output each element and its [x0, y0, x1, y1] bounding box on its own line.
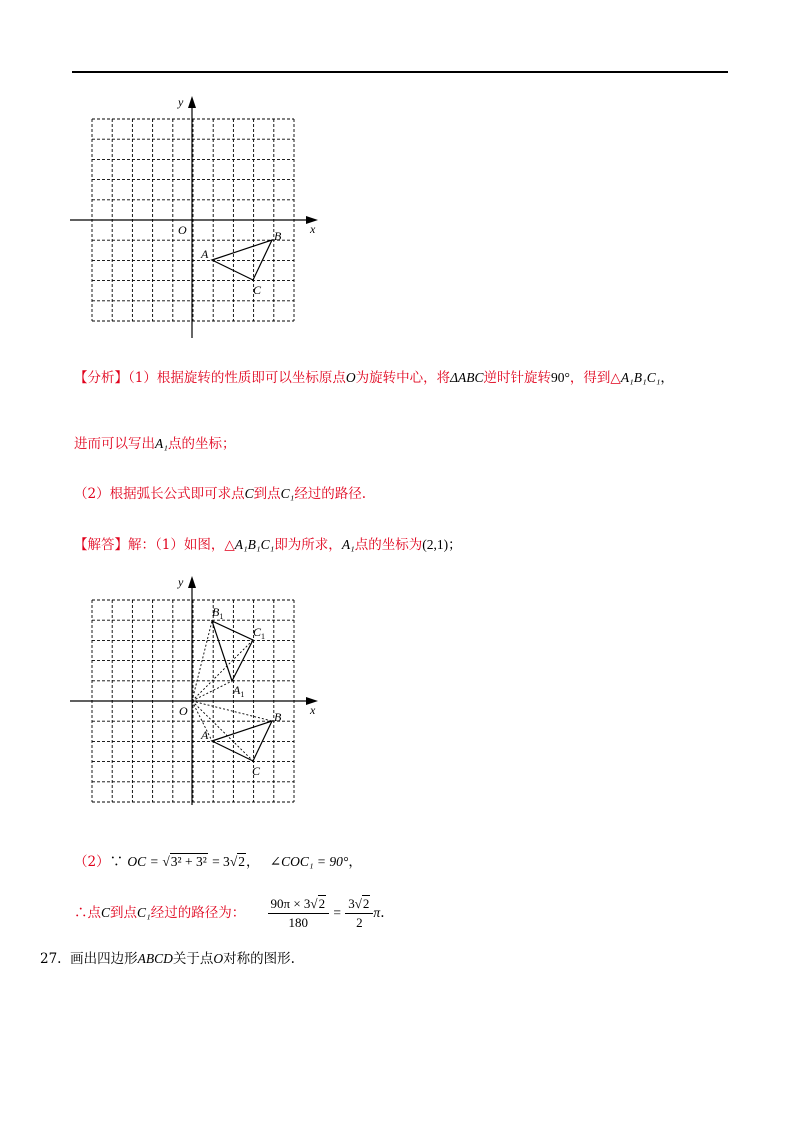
answer-line-3 — [74, 895, 384, 932]
math-o: O — [345, 370, 356, 385]
answer-text: 到点 — [110, 905, 138, 921]
answer-text: 解：（1）如图，△ — [128, 537, 235, 553]
answer-text: 即为所求， — [274, 537, 342, 553]
math-c: C — [244, 486, 254, 501]
answer-line-1 — [74, 533, 462, 553]
question-27 — [40, 947, 295, 967]
question-number: 27. — [40, 951, 62, 967]
math-equals: = — [150, 854, 159, 869]
label-b: B — [274, 710, 282, 724]
analysis-text: 为旋转中心，将 — [355, 370, 451, 386]
question-text: 画出四边形 — [70, 951, 138, 967]
math-triangle-a1b1c1: A₁B₁C₁ — [620, 370, 661, 385]
triangle-a1b1c1 — [212, 621, 253, 681]
math-angle: ∠COC₁ = 90° — [269, 854, 349, 869]
math-90-degrees: 90° — [551, 370, 570, 385]
answer-text: 经过的路径为： — [150, 905, 246, 921]
label-x: x — [310, 222, 316, 236]
math-c: C — [101, 905, 111, 920]
math-c1: C₁ — [137, 905, 151, 920]
analysis-tag: 【分析】 — [74, 370, 128, 386]
analysis-line-1 — [74, 366, 674, 386]
answer-text: . — [380, 905, 385, 921]
math-o: O — [213, 951, 224, 966]
label-o: O — [179, 704, 188, 718]
analysis-text: ，得到△ — [569, 370, 621, 386]
math-a1: A₁ — [155, 436, 168, 451]
math-sqrt-sum: √3² + 3² — [162, 854, 207, 869]
label-y: y — [178, 95, 184, 109]
analysis-text: （2）根据弧长公式即可求点 — [74, 486, 245, 502]
analysis-text: 经过的路径. — [294, 486, 367, 502]
header-rule — [72, 71, 728, 73]
answer-text: ， — [348, 854, 362, 870]
fraction-result: $\frac{3√2}{2}$ — [345, 895, 373, 932]
math-abcd: ABCD — [137, 951, 173, 966]
answer-text: 点的坐标为 — [354, 537, 423, 553]
math-because: ∵ — [109, 854, 124, 870]
math-a1: A₁ — [341, 537, 355, 552]
math-equals: = 3 — [212, 854, 230, 869]
math-oc: OC — [127, 854, 147, 869]
analysis-text: 逆时针旋转 — [483, 370, 552, 386]
label-c: C — [252, 764, 261, 778]
analysis-text: 进而可以写出 — [74, 436, 155, 452]
answer-text: ∴点 — [74, 905, 101, 921]
question-text: 关于点 — [172, 951, 214, 967]
label-o: O — [178, 223, 187, 237]
figure-rotated-triangle — [60, 570, 330, 810]
fraction-arc-length: $\frac{90\pi \times 3√2}{180}$ — [268, 895, 330, 932]
analysis-line-3 — [74, 482, 366, 502]
answer-text: ； — [448, 537, 462, 553]
figure-original-triangle — [60, 90, 330, 345]
analysis-text: 点的坐标； — [167, 436, 236, 452]
answer-text: ， — [245, 854, 260, 870]
analysis-text: （1）根据旋转的性质即可以坐标原点 — [128, 370, 346, 386]
label-b: B — [274, 229, 282, 243]
analysis-text: ， — [660, 370, 674, 386]
label-a1: $A_1$ — [233, 683, 245, 699]
math-c1: C₁ — [280, 486, 295, 501]
label-c: C — [253, 283, 262, 297]
math-coordinate: (2,1) — [422, 537, 449, 552]
label-b1: $B_1$ — [212, 605, 224, 621]
y-axis-arrow — [188, 576, 196, 588]
analysis-text: 到点 — [253, 486, 281, 502]
label-x: x — [310, 703, 316, 717]
answer-text: （2） — [74, 854, 110, 870]
math-triangle-abc: ΔABC — [450, 370, 484, 385]
label-y: y — [178, 575, 184, 589]
analysis-line-2 — [74, 432, 235, 452]
answer-line-2 — [74, 850, 362, 870]
math-equals: = — [333, 905, 341, 920]
y-axis-arrow — [188, 96, 196, 108]
label-a: A — [201, 247, 209, 261]
label-a: A — [201, 728, 209, 742]
answer-tag: 【解答】 — [74, 537, 128, 553]
label-c1: $C_1$ — [253, 625, 266, 641]
math-triangle-a1b1c1: A₁B₁C₁ — [234, 537, 275, 552]
math-pi: π — [373, 905, 381, 920]
math-sqrt-2: √2 — [229, 854, 245, 869]
question-text: 对称的图形. — [223, 951, 295, 967]
